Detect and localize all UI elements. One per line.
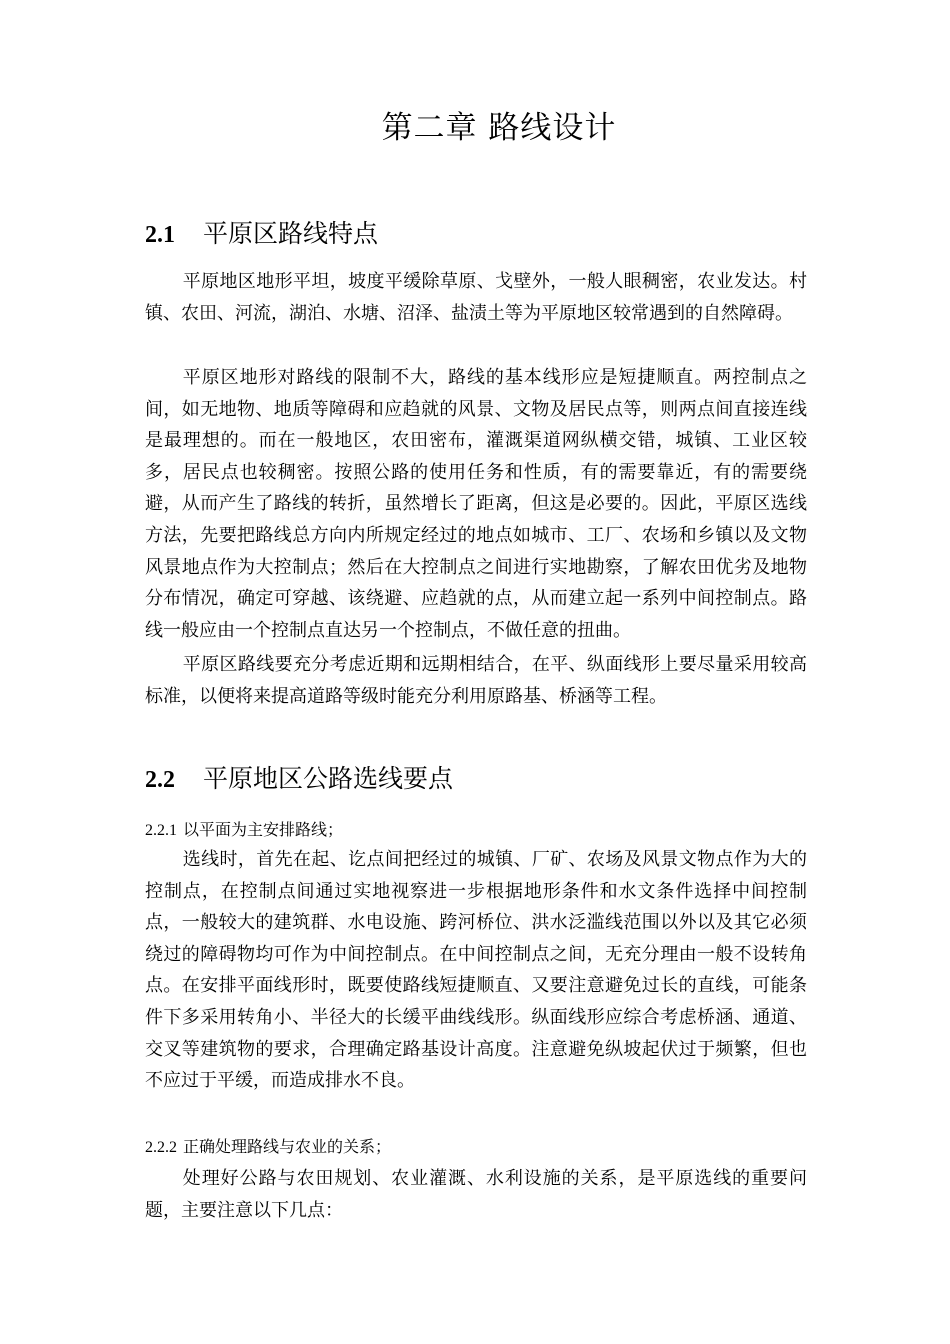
section-title: 平原地区公路选线要点 — [203, 764, 454, 793]
subsection-number: 2.2.1 — [145, 822, 177, 839]
paragraph: 平原区地形对路线的限制不大，路线的基本线形应是短捷顺直。两控制点之间，如无地物、地质等障碍和应趋就的风景、文物及居民点等，则两点间直接连线是最理想的。而在一般地区，农田密布，灌溉渠道网纵横交错，城镇、工业区较多，居民点也较稠密。按照公路的使用任务和性质，有的需要靠近，有的需要绕避，从而产生了路线的转折，虽然增长了距离，但这是必要的。因此，平原区选线方法，先要把路线总方向内所规定经过的地点如城市、工厂、农场和乡镇以及文物风景地点作为大控制点；然后在大控制点之间进行实地勘察，了解农田优劣及地物分布情况，确定可穿越、该绕避、应趋就的点，从而建立起一系列中间控制点。路线一般应由一个控制点直达另一个控制点，不做任意的扭曲。 — [145, 367, 807, 641]
subsection-heading-2-2-1 — [145, 815, 343, 846]
subsection-heading-2-2-2 — [145, 1132, 391, 1163]
section-heading-2-1 — [145, 216, 378, 253]
subsection-number: 2.2.2 — [145, 1139, 177, 1156]
subsection-title: 正确处理路线与农业的关系； — [183, 1137, 392, 1156]
paragraph: 平原区路线要充分考虑近期和远期相结合，在平、纵面线形上要尽量采用较高标准，以便将来提高道路等级时能充分利用原路基、桥涵等工程。 — [145, 654, 807, 707]
paragraph: 处理好公路与农田规划、农业灌溉、水利设施的关系，是平原选线的重要问题，主要注意以下几点： — [145, 1168, 807, 1221]
section-number: 2.2 — [145, 767, 175, 793]
chapter-title: 第二章 路线设计 — [381, 110, 617, 146]
subsection-title: 以平面为主安排路线； — [183, 820, 344, 839]
section-title: 平原区路线特点 — [203, 219, 379, 248]
section-heading-2-2 — [145, 761, 453, 798]
paragraph: 平原地区地形平坦，坡度平缓除草原、戈壁外，一般人眼稠密，农业发达。村镇、农田、河流，湖泊、水塘、沼泽、盐渍土等为平原地区较常遇到的自然障碍。 — [145, 271, 807, 324]
section-number: 2.1 — [145, 222, 175, 248]
paragraph: 选线时，首先在起、讫点间把经过的城镇、厂矿、农场及风景文物点作为大的控制点，在控制点间通过实地视察进一步根据地形条件和水文条件选择中间控制点，一般较大的建筑群、水电设施、跨河桥位、洪水泛滥线范围以外以及其它必须绕过的障碍物均可作为中间控制点。在中间控制点之间，无充分理由一般不设转角点。在安排平面线形时，既要使路线短捷顺直、又要注意避免过长的直线，可能条件下多采用转角小、半径大的长缓平曲线线形。纵面线形应综合考虑桥涵、通道、交叉等建筑物的要求，合理确定路基设计高度。注意避免纵坡起伏过于频繁，但也不应过于平缓，而造成排水不良。 — [145, 849, 807, 1092]
